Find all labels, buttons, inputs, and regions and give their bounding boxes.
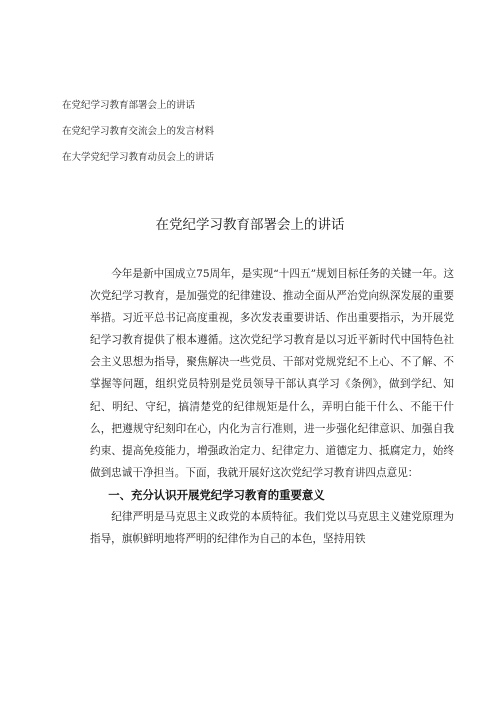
document-body: [90, 263, 454, 550]
toc-item[interactable]: 在大学党纪学习教育动员会上的讲话: [62, 152, 215, 163]
toc-item[interactable]: 在党纪学习教育部署会上的讲话: [62, 100, 196, 111]
body-paragraph: 纪律严明是马克思主义政党的本质特征。我们党以马克思主义建党原理为指导，旗帜鲜明地将严明的纪律作为自己的本色，坚持用铁: [90, 510, 454, 546]
table-of-contents: [62, 100, 442, 178]
body-paragraph: 今年是新中国成立75周年，是实现“十四五”规划目标任务的关键一年。这次党纪学习教育，是加强党的纪律建设、推动全面从严治党向纵深发展的重要举措。习近平总书记高度重视，多次发表重要讲话、作出重要指示，为开展党纪学习教育提供了根本遵循。这次党纪学习教育是以习近平新时代中国特色社会主义思想为指导，聚焦解决一些党员、干部对党规党纪不上心、不了解、不掌握等问题，组织党员特别是党员领导干部认真学习《条例》，做到学纪、知纪、明纪、守纪，搞清楚党的纪律规矩是什么，弄明白能干什么、不能干什么，把遵规守纪刻印在心，内化为言行准则，进一步强化纪律意识、加强自我约束、提高免疫能力，增强政治定力、纪律定力、道德定力、抵腐定力，始终做到忠诚干净担当。下面，我就开展好这次党纪学习教育讲四点意见：: [90, 268, 454, 479]
document-title: 在党纪学习教育部署会上的讲话: [155, 217, 345, 233]
section-heading: 一、充分认识开展党纪学习教育的重要意义: [108, 487, 325, 502]
toc-item[interactable]: 在党纪学习教育交流会上的发言材料: [62, 126, 215, 137]
